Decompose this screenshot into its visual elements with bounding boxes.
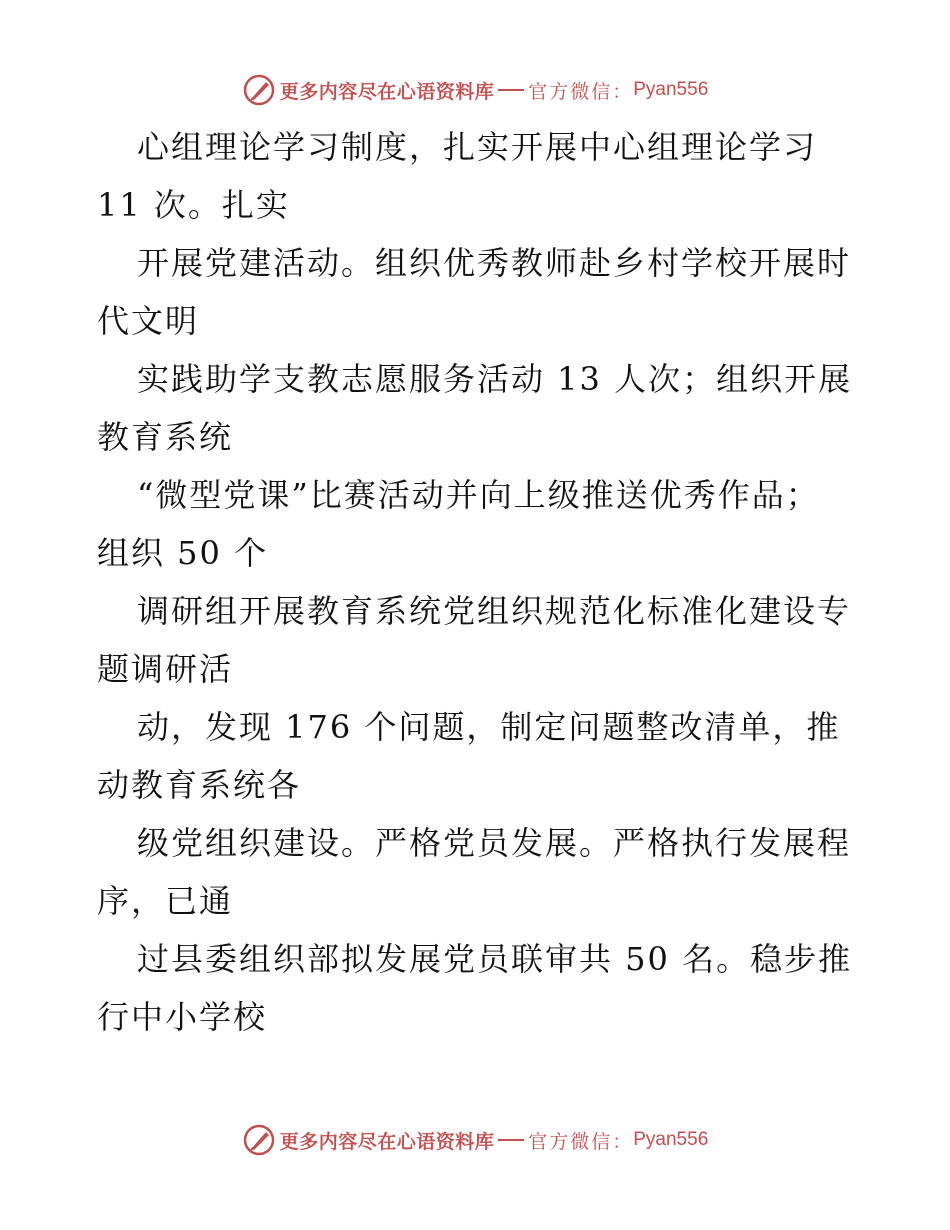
- paragraph-line: “微型党课”比赛活动并向上级推送优秀作品；: [137, 476, 820, 514]
- paragraph-line: 实践助学支教志愿服务活动 13 人次；组织开展: [137, 360, 853, 398]
- watermark-dash: [498, 1139, 524, 1141]
- paragraph-line: 开展党建活动。组织优秀教师赴乡村学校开展时: [137, 244, 852, 282]
- watermark-id-text: Pyan556: [633, 1129, 709, 1150]
- paragraph-line: 题调研活: [97, 650, 234, 688]
- paragraph-line: 过县委组织部拟发展党员联审共 50 名。稳步推: [137, 940, 853, 978]
- paragraph-line: 11 次。扎实: [97, 186, 290, 224]
- quill-pen-logo-icon: [242, 73, 276, 107]
- paragraph-line: 行中小学校: [97, 998, 268, 1036]
- watermark-sub-text: 官方微信：: [528, 80, 634, 103]
- quill-pen-logo-icon: [242, 1123, 276, 1157]
- paragraph-line: 级党组织建设。严格党员发展。严格执行发展程: [137, 824, 852, 862]
- paragraph-line: 序，已通: [97, 882, 234, 920]
- watermark-sub-text: 官方微信：: [528, 1130, 634, 1153]
- paragraph-line: 心组理论学习制度，扎实开展中心组理论学习: [137, 128, 818, 166]
- paragraph-line: 调研组开展教育系统党组织规范化标准化建设专: [137, 592, 852, 630]
- paragraph-line: 代文明: [97, 302, 200, 340]
- document-body: [97, 118, 867, 1046]
- footer-watermark: [0, 1120, 950, 1160]
- paragraph-line: 动，发现 176 个问题，制定问题整改清单，推: [137, 708, 841, 746]
- watermark-main-text: 更多内容尽在心语资料库: [279, 80, 495, 103]
- paragraph-line: 教育系统: [97, 418, 234, 456]
- paragraph-line: 动教育系统各: [97, 766, 302, 804]
- watermark-dash: [498, 89, 524, 91]
- paragraph-line: 组织 50 个: [97, 534, 269, 572]
- watermark-main-text: 更多内容尽在心语资料库: [279, 1130, 495, 1153]
- watermark-id-text: Pyan556: [633, 79, 709, 100]
- header-watermark: [0, 70, 950, 110]
